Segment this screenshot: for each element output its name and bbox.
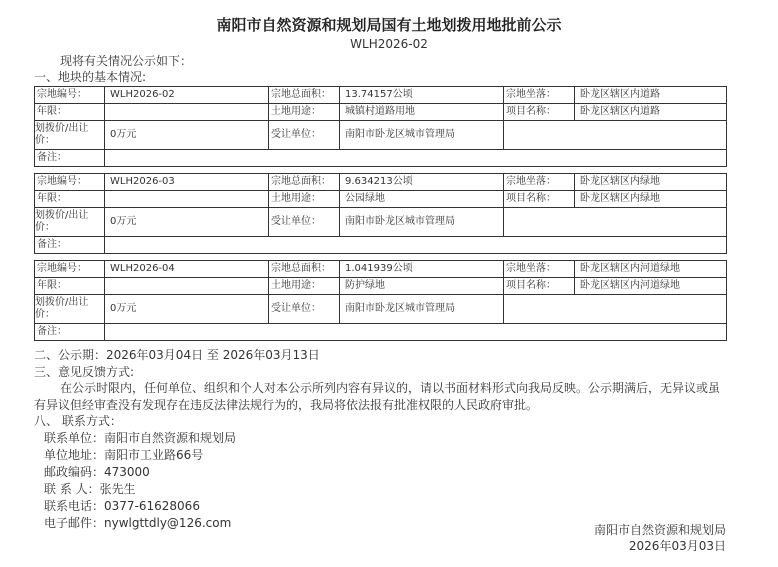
term-label: 年限： [35,104,105,121]
location-label: 宗地坐落： [504,174,575,191]
location-value: 卧龙区辖区内河道绿地 [575,261,727,278]
land-use-value: 公园绿地 [340,191,504,208]
parcel-no-label: 宗地编号： [35,174,105,191]
term-label: 年限： [35,191,105,208]
price-label: 划拨价/出让价： [35,295,105,324]
project-name-value: 卧龙区辖区内河道绿地 [575,278,727,295]
notice-title: 南阳市自然资源和规划局国有土地划拨用地批前公示 [216,16,562,34]
table-row [35,150,727,167]
section-heading-contact: 八、 联系方式： [34,414,122,428]
table-row [35,324,727,341]
section-heading-feedback: 三、意见反馈方式: [34,365,135,379]
project-name-label: 项目名称： [504,278,575,295]
grantee-value: 南阳市卧龙区城市管理局 [340,121,504,150]
grantee-label: 受让单位： [269,208,340,237]
signature-org: 南阳市自然资源和规划局 [593,523,726,537]
total-area-value: 9.634213公顷 [340,174,504,191]
table-row [35,174,727,191]
parcel-table [34,86,727,167]
term-label: 年限： [35,278,105,295]
publicity-period: 二、公示期：2026年03月04日 至 2026年03月13日 [34,348,320,362]
empty-cell [504,121,727,150]
price-value: 0万元 [105,208,269,237]
price-label: 划拨价/出让价： [35,208,105,237]
feedback-text: 在公示时限内，任何单位、组织和个人对本公示所列内容有异议的，请以书面材料形式向我局反映。公示期满后，无异议或虽有异议但经审查没有发现存在违反法律法规行为的，我局将依法报有批准权限的人民政府审批。 [34,381,721,412]
remarks-label: 备注： [35,324,105,341]
location-label: 宗地坐落： [504,87,575,104]
contact-email[interactable]: 电子邮件：nywlgttdly@126.com [44,516,232,530]
parcel-no-value: WLH2026-03 [105,174,269,191]
table-row [35,237,727,254]
price-label: 划拨价/出让价： [35,121,105,150]
table-row [35,261,727,278]
project-name-value: 卧龙区辖区内绿地 [575,191,727,208]
grantee-value: 南阳市卧龙区城市管理局 [340,295,504,324]
land-use-value: 城镇村道路用地 [340,104,504,121]
total-area-label: 宗地总面积： [269,174,340,191]
project-name-value: 卧龙区辖区内道路 [575,104,727,121]
empty-cell [504,295,727,324]
project-name-label: 项目名称： [504,104,575,121]
contact-line: 联系电话：0377-61628066 [44,499,200,513]
contact-line: 邮政编码：473000 [44,465,150,479]
parcel-no-value: WLH2026-02 [105,87,269,104]
empty-cell [504,208,727,237]
land-use-value: 防护绿地 [340,278,504,295]
price-value: 0万元 [105,295,269,324]
term-value [105,191,269,208]
parcel-table [34,260,727,341]
grantee-label: 受让单位： [269,121,340,150]
remarks-value [105,237,727,254]
table-row [35,278,727,295]
total-area-label: 宗地总面积： [269,87,340,104]
land-use-label: 土地用途： [269,191,340,208]
table-row [35,208,727,237]
price-value: 0万元 [105,121,269,150]
land-use-label: 土地用途： [269,104,340,121]
project-name-label: 项目名称： [504,191,575,208]
contact-line: 联 系 人：张先生 [44,482,136,496]
term-value [105,278,269,295]
intro-text: 现将有关情况公示如下： [60,54,193,68]
remarks-value [105,324,727,341]
remarks-label: 备注： [35,237,105,254]
location-label: 宗地坐落： [504,261,575,278]
total-area-value: 13.74157公顷 [340,87,504,104]
parcel-no-label: 宗地编号： [35,261,105,278]
remarks-value [105,150,727,167]
contact-line: 单位地址：南阳市工业路66号 [44,448,204,462]
table-row [35,104,727,121]
land-use-label: 土地用途： [269,278,340,295]
grantee-value: 南阳市卧龙区城市管理局 [340,208,504,237]
remarks-label: 备注： [35,150,105,167]
location-value: 卧龙区辖区内绿地 [575,174,727,191]
table-row [35,295,727,324]
grantee-label: 受让单位： [269,295,340,324]
notice-number: WLH2026-02 [350,37,428,51]
table-row [35,191,727,208]
table-row [35,87,727,104]
parcel-no-value: WLH2026-04 [105,261,269,278]
table-row [35,121,727,150]
total-area-value: 1.041939公顷 [340,261,504,278]
parcel-table [34,173,727,254]
parcel-no-label: 宗地编号： [35,87,105,104]
signature-date: 2026年03月03日 [628,539,726,553]
total-area-label: 宗地总面积： [269,261,340,278]
location-value: 卧龙区辖区内道路 [575,87,727,104]
term-value [105,104,269,121]
section-heading-basic-info: 一、地块的基本情况: [34,70,147,84]
contact-line: 联系单位：南阳市自然资源和规划局 [44,431,237,445]
